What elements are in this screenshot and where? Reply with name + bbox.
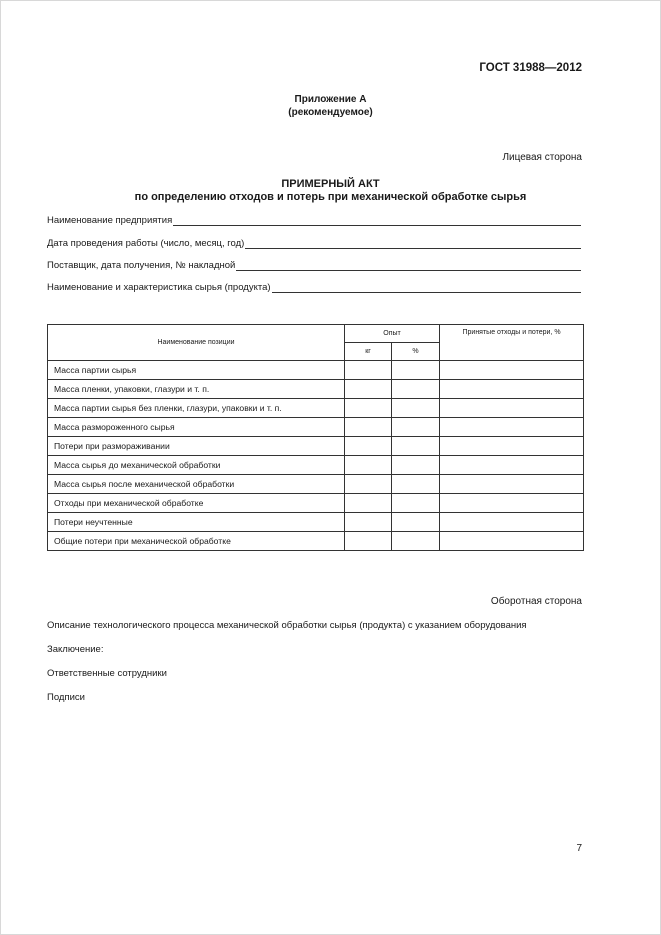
fill-line [272, 281, 581, 293]
fill-line [173, 214, 581, 226]
appendix-heading [0, 93, 661, 119]
appendix-title: Приложение А [294, 94, 367, 105]
row-label: Масса сырья после механической обработки [48, 475, 345, 494]
cell-kg[interactable] [345, 437, 392, 456]
cell-percent[interactable] [392, 437, 440, 456]
field-label: Наименование предприятия [47, 215, 173, 226]
field-label: Дата проведения работы (число, месяц, год) [47, 238, 245, 249]
header-percent: % [392, 343, 440, 361]
row-label: Масса сырья до механической обработки [48, 456, 345, 475]
table-row [48, 513, 584, 532]
conclusion-label: Заключение: [47, 644, 104, 655]
fill-line [245, 237, 581, 249]
header-accepted-losses: Принятые отходы и потери, % [440, 325, 584, 361]
act-heading [0, 178, 661, 204]
cell-accepted[interactable] [440, 494, 584, 513]
table-row [48, 456, 584, 475]
cell-kg[interactable] [345, 361, 392, 380]
fill-line [236, 259, 581, 271]
cell-kg[interactable] [345, 380, 392, 399]
cell-kg[interactable] [345, 532, 392, 551]
cell-kg[interactable] [345, 494, 392, 513]
cell-accepted[interactable] [440, 437, 584, 456]
cell-accepted[interactable] [440, 532, 584, 551]
process-description-label: Описание технологического процесса механической обработки сырья (продукта) с указанием оборудования [47, 620, 527, 631]
row-label: Масса пленки, упаковки, глазури и т. п. [48, 380, 345, 399]
field-enterprise-name[interactable] [47, 212, 581, 226]
table-row [48, 437, 584, 456]
cell-percent[interactable] [392, 475, 440, 494]
cell-percent[interactable] [392, 399, 440, 418]
responsible-staff-label: Ответственные сотрудники [47, 668, 167, 679]
cell-kg[interactable] [345, 399, 392, 418]
field-label: Наименование и характеристика сырья (продукта) [47, 282, 271, 293]
cell-percent[interactable] [392, 513, 440, 532]
cell-kg[interactable] [345, 418, 392, 437]
row-label: Отходы при механической обработке [48, 494, 345, 513]
cell-kg[interactable] [345, 475, 392, 494]
row-label: Масса партии сырья без пленки, глазури, упаковки и т. п. [48, 399, 345, 418]
header-position-name: Наименование позиции [48, 325, 345, 361]
field-supplier[interactable] [47, 257, 581, 271]
field-raw-material[interactable] [47, 279, 581, 293]
cell-percent[interactable] [392, 361, 440, 380]
cell-accepted[interactable] [440, 418, 584, 437]
table-row [48, 494, 584, 513]
table-row [48, 532, 584, 551]
back-side-label: Оборотная сторона [490, 596, 582, 607]
act-title: ПРИМЕРНЫЙ АКТ [281, 178, 380, 190]
act-table [47, 324, 584, 551]
cell-percent[interactable] [392, 456, 440, 475]
table-row [48, 475, 584, 494]
front-side-label: Лицевая сторона [502, 152, 582, 163]
cell-percent[interactable] [392, 380, 440, 399]
cell-kg[interactable] [345, 513, 392, 532]
page-number: 7 [576, 843, 582, 854]
cell-percent[interactable] [392, 494, 440, 513]
cell-accepted[interactable] [440, 456, 584, 475]
cell-percent[interactable] [392, 418, 440, 437]
row-label: Масса размороженного сырья [48, 418, 345, 437]
document-code: ГОСТ 31988—2012 [479, 62, 582, 74]
appendix-status: (рекомендуемое) [288, 107, 373, 118]
cell-accepted[interactable] [440, 361, 584, 380]
row-label: Потери при размораживании [48, 437, 345, 456]
cell-accepted[interactable] [440, 475, 584, 494]
row-label: Потери неучтенные [48, 513, 345, 532]
table-row [48, 399, 584, 418]
table-row [48, 361, 584, 380]
table-row [48, 418, 584, 437]
cell-accepted[interactable] [440, 513, 584, 532]
cell-percent[interactable] [392, 532, 440, 551]
cell-accepted[interactable] [440, 380, 584, 399]
field-work-date[interactable] [47, 235, 581, 249]
cell-kg[interactable] [345, 456, 392, 475]
header-experiment: Опыт [345, 325, 440, 343]
cell-accepted[interactable] [440, 399, 584, 418]
row-label: Масса партии сырья [48, 361, 345, 380]
header-kg: кг [345, 343, 392, 361]
signatures-label: Подписи [47, 692, 85, 703]
row-label: Общие потери при механической обработке [48, 532, 345, 551]
act-subtitle: по определению отходов и потерь при механической обработке сырья [134, 191, 527, 203]
field-label: Поставщик, дата получения, № накладной [47, 260, 236, 271]
table-row [48, 380, 584, 399]
